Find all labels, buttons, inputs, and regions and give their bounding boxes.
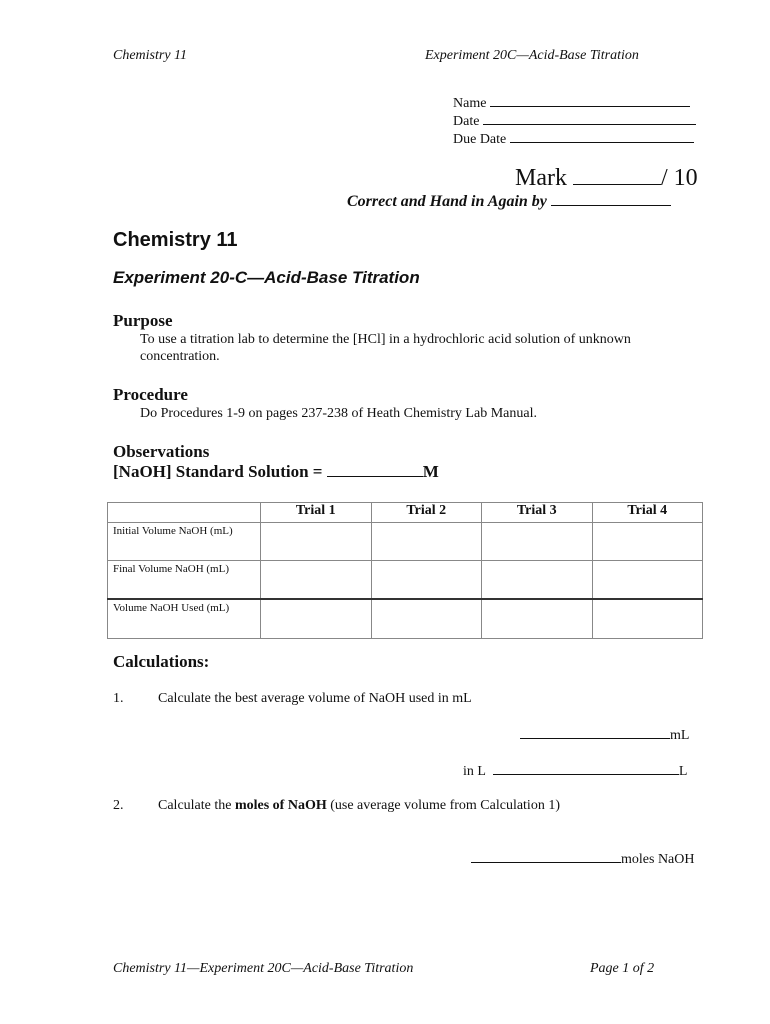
- table-cell[interactable]: [261, 599, 372, 639]
- name-blank[interactable]: [490, 94, 690, 107]
- name-label: Name: [453, 96, 487, 111]
- mark-label: Mark: [515, 165, 567, 191]
- answer-2-field[interactable]: [471, 850, 695, 868]
- name-field[interactable]: [453, 94, 690, 113]
- question-1-number: 1.: [113, 691, 124, 706]
- question-2-text: [158, 797, 560, 814]
- table-cell[interactable]: [371, 599, 482, 639]
- question-2-post: (use average volume from Calculation 1): [326, 798, 560, 813]
- due-date-field[interactable]: [453, 130, 694, 149]
- header-right: Experiment 20C—Acid-Base Titration: [425, 48, 639, 63]
- page-subtitle: Experiment 20-C—Acid-Base Titration: [113, 268, 420, 287]
- answer-2-blank[interactable]: [471, 850, 621, 863]
- mark-blank[interactable]: [573, 166, 661, 185]
- observations-table: [107, 502, 703, 639]
- question-2-bold: moles of NaOH: [234, 798, 327, 813]
- footer-left: Chemistry 11—Experiment 20C—Acid-Base Titration: [113, 961, 414, 976]
- table-cell[interactable]: [592, 561, 703, 600]
- row-label: Final Volume NaOH (mL): [108, 561, 261, 600]
- purpose-line-1: To use a titration lab to determine the [HCl] in a hydrochloric acid solution of unknown: [140, 332, 631, 347]
- answer-1-ml-unit: mL: [670, 728, 690, 743]
- answer-1-l-field[interactable]: [463, 762, 687, 780]
- answer-1-l-unit: L: [678, 764, 688, 779]
- answer-1-ml-field[interactable]: [520, 726, 689, 744]
- answer-1-l-label: in L: [463, 764, 486, 779]
- mark-out-of: / 10: [660, 165, 698, 191]
- naoh-standard-field[interactable]: [113, 462, 439, 482]
- page-indicator: [590, 961, 654, 977]
- page-total: 2: [647, 961, 655, 976]
- page-prefix: Page: [590, 961, 623, 976]
- column-header: Trial 4: [592, 503, 703, 523]
- table-row: [108, 561, 703, 600]
- purpose-line-2: concentration.: [140, 349, 220, 364]
- table-corner: [108, 503, 261, 523]
- table-cell[interactable]: [261, 523, 372, 561]
- calculations-heading: Calculations:: [113, 652, 210, 671]
- table-cell[interactable]: [371, 523, 482, 561]
- due-date-blank[interactable]: [510, 130, 694, 143]
- mark-field[interactable]: [515, 165, 698, 192]
- page-number: 1: [622, 961, 630, 976]
- table-cell[interactable]: [482, 561, 593, 600]
- table-cell[interactable]: [371, 561, 482, 600]
- naoh-standard-blank[interactable]: [327, 462, 423, 477]
- header-left: Chemistry 11: [113, 48, 188, 63]
- procedure-text: Do Procedures 1-9 on pages 237-238 of Heath Chemistry Lab Manual.: [140, 406, 537, 421]
- correct-by-field[interactable]: [347, 193, 671, 211]
- column-header: Trial 3: [482, 503, 593, 523]
- answer-1-l-blank[interactable]: [493, 762, 679, 775]
- answer-1-ml-blank[interactable]: [520, 726, 670, 739]
- table-cell[interactable]: [261, 561, 372, 600]
- naoh-standard-unit: M: [422, 462, 439, 481]
- observations-heading: Observations: [113, 442, 210, 461]
- answer-2-unit: moles NaOH: [621, 852, 695, 867]
- naoh-standard-label: [NaOH] Standard Solution =: [113, 462, 323, 481]
- question-2-pre: Calculate the: [158, 798, 235, 813]
- correct-by-blank[interactable]: [551, 193, 671, 206]
- table-row: [108, 523, 703, 561]
- column-header: Trial 2: [371, 503, 482, 523]
- question-1-text: Calculate the best average volume of NaOH used in mL: [158, 691, 472, 706]
- question-2-number: 2.: [113, 798, 124, 813]
- row-label: Volume NaOH Used (mL): [108, 599, 261, 639]
- table-header-row: [108, 503, 703, 523]
- correct-by-label: Correct and Hand in Again by: [347, 193, 547, 210]
- procedure-heading: Procedure: [113, 385, 188, 404]
- table-cell[interactable]: [592, 599, 703, 639]
- page-title: Chemistry 11: [113, 229, 238, 251]
- table-cell[interactable]: [482, 599, 593, 639]
- date-blank[interactable]: [483, 112, 696, 125]
- purpose-heading: Purpose: [113, 311, 173, 330]
- table-row: [108, 599, 703, 639]
- row-label: Initial Volume NaOH (mL): [108, 523, 261, 561]
- column-header: Trial 1: [261, 503, 372, 523]
- page-mid: of: [629, 961, 648, 976]
- due-date-label: Due Date: [453, 132, 507, 147]
- table-cell[interactable]: [482, 523, 593, 561]
- date-label: Date: [453, 114, 480, 129]
- table-cell[interactable]: [592, 523, 703, 561]
- date-field[interactable]: [453, 112, 696, 131]
